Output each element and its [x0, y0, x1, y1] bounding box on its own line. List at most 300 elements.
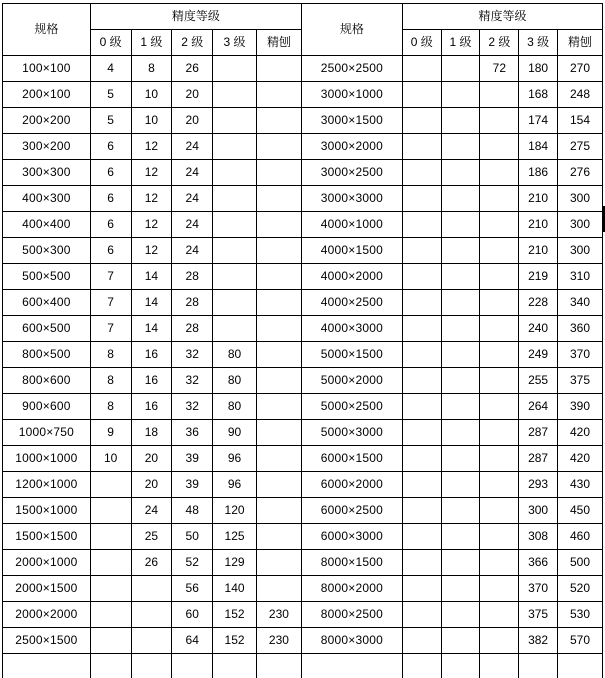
cell-value-left-3: 129 [213, 550, 257, 576]
cell-value-left-3 [213, 264, 257, 290]
cell-value-right-4: 375 [557, 368, 602, 394]
table-row [3, 394, 603, 420]
cell-value-right-2 [480, 134, 519, 160]
cell-value-right-4: 300 [557, 212, 602, 238]
cell-value-left-2: 24 [172, 212, 213, 238]
cell-spec-left: 400×300 [3, 186, 91, 212]
cell-spec-right: 6000×3000 [301, 524, 402, 550]
cell-value-left-4: 230 [256, 628, 301, 654]
header-grade-3-left: 3 级 [213, 30, 257, 56]
cell-spec-left: 1500×1000 [3, 498, 91, 524]
cell-value-left-2: 32 [172, 342, 213, 368]
cell-value-left-4 [256, 654, 301, 678]
cell-value-right-3: 210 [519, 212, 558, 238]
cell-value-left-4 [256, 212, 301, 238]
header-precision-group-right: 精度等级 [402, 4, 602, 30]
cell-value-right-2 [480, 446, 519, 472]
cell-value-left-0: 9 [90, 420, 131, 446]
header-grade-1-right: 1 级 [441, 30, 480, 56]
cell-value-right-1 [441, 212, 480, 238]
table-row [3, 290, 603, 316]
cell-value-right-3: 255 [519, 368, 558, 394]
cell-value-left-1: 8 [131, 56, 172, 82]
cell-value-right-0 [402, 628, 441, 654]
cell-value-left-0: 8 [90, 368, 131, 394]
header-grade-0-right: 0 级 [402, 30, 441, 56]
cell-value-left-3 [213, 82, 257, 108]
cell-value-left-0: 10 [90, 446, 131, 472]
cell-value-left-1: 14 [131, 290, 172, 316]
cell-spec-left: 300×200 [3, 134, 91, 160]
cell-value-left-0 [90, 576, 131, 602]
cell-spec-left: 200×100 [3, 82, 91, 108]
cell-value-left-1: 12 [131, 212, 172, 238]
cell-spec-left: 100×100 [3, 56, 91, 82]
cell-value-right-3: 184 [519, 134, 558, 160]
cell-value-left-3 [213, 316, 257, 342]
cell-spec-left: 600×500 [3, 316, 91, 342]
cell-value-right-0 [402, 290, 441, 316]
cell-value-left-0 [90, 654, 131, 678]
cell-value-left-1: 16 [131, 394, 172, 420]
cell-value-right-4: 500 [557, 550, 602, 576]
header-grade-jingbao-left: 精刨 [256, 30, 301, 56]
cell-spec-left: 1200×1000 [3, 472, 91, 498]
table-row [3, 524, 603, 550]
cell-value-right-3: 375 [519, 602, 558, 628]
table-row [3, 654, 603, 678]
cell-spec-right: 6000×1500 [301, 446, 402, 472]
cell-value-right-0 [402, 108, 441, 134]
cell-value-left-2: 64 [172, 628, 213, 654]
cell-value-right-3: 210 [519, 186, 558, 212]
cell-value-right-1 [441, 498, 480, 524]
cell-value-left-4 [256, 108, 301, 134]
cell-value-right-4: 450 [557, 498, 602, 524]
cell-spec-left: 2000×1000 [3, 550, 91, 576]
cell-value-left-4 [256, 316, 301, 342]
cell-spec-right: 3000×2000 [301, 134, 402, 160]
cell-value-left-4 [256, 472, 301, 498]
cell-value-right-4: 460 [557, 524, 602, 550]
cell-value-right-1 [441, 186, 480, 212]
cell-value-right-3: 287 [519, 446, 558, 472]
cell-value-right-1 [441, 394, 480, 420]
cell-spec-right: 4000×2000 [301, 264, 402, 290]
cell-value-right-2 [480, 186, 519, 212]
cell-value-left-2: 24 [172, 238, 213, 264]
cell-value-left-0: 6 [90, 238, 131, 264]
cell-value-right-0 [402, 134, 441, 160]
cell-value-left-3 [213, 654, 257, 678]
cell-value-right-4: 520 [557, 576, 602, 602]
cell-value-right-3: 210 [519, 238, 558, 264]
cell-value-right-4: 570 [557, 628, 602, 654]
cell-value-left-2: 24 [172, 160, 213, 186]
cell-value-right-0 [402, 654, 441, 678]
cell-value-right-2 [480, 602, 519, 628]
cell-value-right-2 [480, 316, 519, 342]
table-row [3, 186, 603, 212]
cell-value-right-3: 168 [519, 82, 558, 108]
cell-value-right-3: 186 [519, 160, 558, 186]
cell-spec-right [301, 654, 402, 678]
table-row [3, 498, 603, 524]
cell-value-left-1: 18 [131, 420, 172, 446]
cell-value-left-2: 39 [172, 446, 213, 472]
cell-value-right-2 [480, 394, 519, 420]
cell-spec-right: 8000×3000 [301, 628, 402, 654]
cell-value-left-2: 24 [172, 134, 213, 160]
table-row [3, 160, 603, 186]
cell-value-right-1 [441, 264, 480, 290]
cell-value-right-2 [480, 550, 519, 576]
cell-value-left-0: 6 [90, 134, 131, 160]
cell-value-left-1 [131, 602, 172, 628]
cell-value-right-3: 382 [519, 628, 558, 654]
cell-spec-right: 3000×1500 [301, 108, 402, 134]
cell-spec-right: 3000×1000 [301, 82, 402, 108]
cell-spec-left: 2000×2000 [3, 602, 91, 628]
cell-value-left-2: 60 [172, 602, 213, 628]
cell-value-left-3 [213, 238, 257, 264]
cell-value-left-1: 12 [131, 134, 172, 160]
cell-value-right-4: 276 [557, 160, 602, 186]
cell-value-right-3: 249 [519, 342, 558, 368]
cell-value-left-3 [213, 56, 257, 82]
cell-value-left-2: 28 [172, 290, 213, 316]
cell-value-right-0 [402, 576, 441, 602]
cell-value-right-4: 420 [557, 420, 602, 446]
cell-value-right-1 [441, 524, 480, 550]
cell-value-left-4 [256, 420, 301, 446]
cell-value-right-1 [441, 238, 480, 264]
cell-value-right-2 [480, 524, 519, 550]
header-grade-2-right: 2 级 [480, 30, 519, 56]
table-row [3, 108, 603, 134]
cell-value-left-3 [213, 290, 257, 316]
table-row [3, 82, 603, 108]
cell-spec-left: 900×600 [3, 394, 91, 420]
cell-value-right-4: 300 [557, 238, 602, 264]
cell-value-left-0: 7 [90, 290, 131, 316]
cell-value-left-4 [256, 394, 301, 420]
cell-value-left-3 [213, 108, 257, 134]
cell-value-right-0 [402, 498, 441, 524]
cell-value-right-3: 366 [519, 550, 558, 576]
cell-value-left-3 [213, 186, 257, 212]
header-spec-right: 规格 [301, 4, 402, 56]
cell-value-right-1 [441, 82, 480, 108]
cell-value-left-0: 7 [90, 264, 131, 290]
cell-spec-left: 2000×1500 [3, 576, 91, 602]
table-row [3, 420, 603, 446]
cell-value-right-2 [480, 290, 519, 316]
header-grade-2-left: 2 级 [172, 30, 213, 56]
table-row [3, 576, 603, 602]
cell-value-right-0 [402, 212, 441, 238]
cell-value-left-3: 80 [213, 394, 257, 420]
precision-grade-table [2, 3, 603, 678]
cell-value-right-0 [402, 394, 441, 420]
cell-value-left-3 [213, 134, 257, 160]
cell-value-left-4 [256, 56, 301, 82]
cell-value-right-3: 264 [519, 394, 558, 420]
cell-value-right-2 [480, 212, 519, 238]
cell-value-right-1 [441, 160, 480, 186]
cell-spec-left: 1500×1500 [3, 524, 91, 550]
cell-value-left-2: 39 [172, 472, 213, 498]
cell-value-left-1: 24 [131, 498, 172, 524]
cell-value-right-4: 310 [557, 264, 602, 290]
table-row [3, 368, 603, 394]
cell-value-left-3: 80 [213, 368, 257, 394]
cell-value-right-2 [480, 576, 519, 602]
cell-value-right-4: 430 [557, 472, 602, 498]
cell-value-right-3: 287 [519, 420, 558, 446]
cell-value-right-1 [441, 654, 480, 678]
header-grade-0-left: 0 级 [90, 30, 131, 56]
cell-value-right-3: 180 [519, 56, 558, 82]
cell-spec-right: 4000×1000 [301, 212, 402, 238]
cell-value-right-4: 248 [557, 82, 602, 108]
cell-value-right-1 [441, 446, 480, 472]
cell-value-left-2: 28 [172, 316, 213, 342]
cell-value-right-1 [441, 134, 480, 160]
cell-spec-left: 1000×1000 [3, 446, 91, 472]
cell-value-right-0 [402, 316, 441, 342]
cell-value-right-3: 219 [519, 264, 558, 290]
cell-spec-right: 6000×2000 [301, 472, 402, 498]
cell-value-left-4 [256, 576, 301, 602]
cell-value-left-2: 20 [172, 108, 213, 134]
cell-value-left-4 [256, 498, 301, 524]
cell-value-right-0 [402, 602, 441, 628]
cell-value-right-2 [480, 498, 519, 524]
cell-value-left-2 [172, 654, 213, 678]
cell-value-left-1 [131, 576, 172, 602]
cell-value-left-3: 152 [213, 602, 257, 628]
table-row [3, 342, 603, 368]
table-row [3, 212, 603, 238]
cell-value-left-2: 52 [172, 550, 213, 576]
table-row [3, 264, 603, 290]
cell-value-right-1 [441, 550, 480, 576]
cell-value-left-0: 5 [90, 108, 131, 134]
cell-value-left-4 [256, 160, 301, 186]
cell-value-right-4: 270 [557, 56, 602, 82]
cell-value-right-1 [441, 472, 480, 498]
cell-value-left-1: 10 [131, 108, 172, 134]
cell-spec-right: 5000×2000 [301, 368, 402, 394]
cell-value-left-1: 12 [131, 238, 172, 264]
cell-value-right-3: 293 [519, 472, 558, 498]
cell-spec-left: 500×300 [3, 238, 91, 264]
cell-value-left-4 [256, 368, 301, 394]
cell-value-right-0 [402, 264, 441, 290]
cell-value-left-3: 152 [213, 628, 257, 654]
cell-value-left-2: 48 [172, 498, 213, 524]
cell-value-left-3: 140 [213, 576, 257, 602]
cell-value-right-4: 530 [557, 602, 602, 628]
cell-spec-right: 8000×2500 [301, 602, 402, 628]
cell-value-right-0 [402, 446, 441, 472]
cell-spec-left [3, 654, 91, 678]
cell-value-right-3: 308 [519, 524, 558, 550]
cell-value-left-4 [256, 290, 301, 316]
cell-value-left-4 [256, 238, 301, 264]
cell-spec-left: 200×200 [3, 108, 91, 134]
cell-value-left-2: 26 [172, 56, 213, 82]
table-row [3, 56, 603, 82]
cell-spec-right: 8000×1500 [301, 550, 402, 576]
cell-value-left-0: 6 [90, 186, 131, 212]
cell-value-left-0 [90, 602, 131, 628]
cell-spec-right: 5000×1500 [301, 342, 402, 368]
table-row [3, 550, 603, 576]
cell-value-right-0 [402, 238, 441, 264]
cell-value-right-3: 370 [519, 576, 558, 602]
cell-value-right-0 [402, 550, 441, 576]
cell-value-right-2 [480, 160, 519, 186]
cell-value-right-4: 300 [557, 186, 602, 212]
cell-value-left-1 [131, 654, 172, 678]
cell-value-left-4 [256, 550, 301, 576]
cell-value-left-2: 56 [172, 576, 213, 602]
cell-value-right-3: 300 [519, 498, 558, 524]
cell-spec-right: 4000×3000 [301, 316, 402, 342]
cell-value-left-0 [90, 524, 131, 550]
cell-value-right-1 [441, 290, 480, 316]
cell-value-right-1 [441, 56, 480, 82]
cell-value-right-0 [402, 524, 441, 550]
cell-value-left-3 [213, 212, 257, 238]
table-row [3, 316, 603, 342]
cell-value-left-1: 20 [131, 446, 172, 472]
cell-spec-right: 4000×2500 [301, 290, 402, 316]
cell-value-right-3: 228 [519, 290, 558, 316]
cell-spec-right: 5000×3000 [301, 420, 402, 446]
cell-value-right-4: 340 [557, 290, 602, 316]
cell-value-right-4: 360 [557, 316, 602, 342]
cell-value-left-2: 32 [172, 368, 213, 394]
cell-spec-left: 400×400 [3, 212, 91, 238]
header-grade-3-right: 3 级 [519, 30, 558, 56]
cell-value-right-2 [480, 472, 519, 498]
table-row [3, 602, 603, 628]
cell-value-right-2 [480, 420, 519, 446]
cell-value-left-2: 50 [172, 524, 213, 550]
cell-value-left-1: 12 [131, 186, 172, 212]
cell-value-left-0: 6 [90, 160, 131, 186]
cell-value-right-2 [480, 628, 519, 654]
cell-value-right-2 [480, 654, 519, 678]
cell-spec-left: 300×300 [3, 160, 91, 186]
cell-value-right-2 [480, 264, 519, 290]
cell-value-left-0 [90, 550, 131, 576]
cell-value-left-4 [256, 82, 301, 108]
cell-value-left-1: 16 [131, 342, 172, 368]
cell-value-right-0 [402, 160, 441, 186]
cell-value-right-1 [441, 342, 480, 368]
cell-value-right-0 [402, 472, 441, 498]
cell-value-left-3: 80 [213, 342, 257, 368]
header-grade-1-left: 1 级 [131, 30, 172, 56]
cell-value-left-1: 14 [131, 264, 172, 290]
table-row [3, 628, 603, 654]
cell-value-right-1 [441, 108, 480, 134]
cell-value-right-0 [402, 56, 441, 82]
cell-value-left-0: 6 [90, 212, 131, 238]
cell-spec-left: 2500×1500 [3, 628, 91, 654]
cell-value-right-4: 154 [557, 108, 602, 134]
cell-value-right-0 [402, 368, 441, 394]
cell-value-right-3: 174 [519, 108, 558, 134]
cell-spec-left: 500×500 [3, 264, 91, 290]
cell-value-right-2 [480, 368, 519, 394]
header-precision-group-left: 精度等级 [90, 4, 301, 30]
cell-spec-right: 2500×2500 [301, 56, 402, 82]
cell-value-right-1 [441, 368, 480, 394]
cell-value-left-1: 10 [131, 82, 172, 108]
cell-spec-left: 1000×750 [3, 420, 91, 446]
cell-value-left-1: 20 [131, 472, 172, 498]
cell-value-left-2: 28 [172, 264, 213, 290]
cell-value-left-0 [90, 472, 131, 498]
cell-value-right-1 [441, 602, 480, 628]
table-header [3, 4, 603, 56]
cell-value-right-0 [402, 420, 441, 446]
header-spec-left: 规格 [3, 4, 91, 56]
cell-value-left-1: 26 [131, 550, 172, 576]
cell-value-right-1 [441, 628, 480, 654]
cell-value-left-0: 4 [90, 56, 131, 82]
cell-value-right-2 [480, 108, 519, 134]
cell-value-right-1 [441, 316, 480, 342]
cell-value-right-2 [480, 82, 519, 108]
cell-value-right-0 [402, 82, 441, 108]
table-row [3, 472, 603, 498]
table-row [3, 446, 603, 472]
cell-value-right-4 [557, 654, 602, 678]
cell-value-left-0 [90, 498, 131, 524]
cell-value-right-2 [480, 342, 519, 368]
cell-value-left-3: 96 [213, 472, 257, 498]
cell-spec-left: 600×400 [3, 290, 91, 316]
cell-spec-left: 800×500 [3, 342, 91, 368]
cell-value-left-2: 24 [172, 186, 213, 212]
cell-value-left-3: 120 [213, 498, 257, 524]
cell-value-left-4 [256, 342, 301, 368]
cell-value-right-0 [402, 342, 441, 368]
cell-value-left-1: 14 [131, 316, 172, 342]
cell-value-right-4: 420 [557, 446, 602, 472]
cell-value-right-0 [402, 186, 441, 212]
cell-value-left-2: 36 [172, 420, 213, 446]
cell-spec-right: 8000×2000 [301, 576, 402, 602]
cell-value-left-4 [256, 524, 301, 550]
cell-spec-right: 3000×3000 [301, 186, 402, 212]
table-body [3, 56, 603, 678]
cell-value-left-0: 7 [90, 316, 131, 342]
cell-value-left-4 [256, 186, 301, 212]
cell-value-left-4 [256, 446, 301, 472]
cell-value-left-0 [90, 628, 131, 654]
cell-value-left-4 [256, 134, 301, 160]
cell-value-right-1 [441, 576, 480, 602]
cell-value-left-3: 125 [213, 524, 257, 550]
cell-spec-left: 800×600 [3, 368, 91, 394]
